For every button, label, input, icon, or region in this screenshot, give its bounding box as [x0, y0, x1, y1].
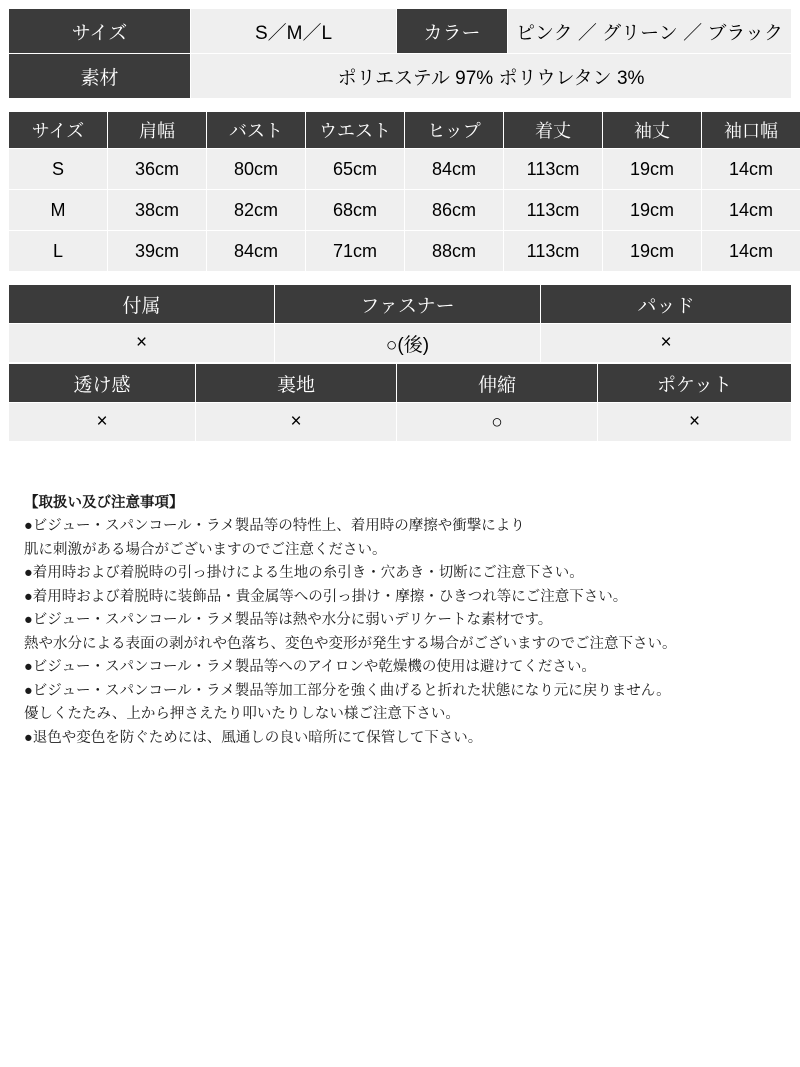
size-col-header-2: バスト	[207, 112, 306, 149]
attr-value-lining: ×	[196, 403, 397, 442]
size-cell-l-5: 113cm	[504, 231, 603, 272]
size-cell-s-4: 84cm	[405, 149, 504, 190]
size-cell-l-0: L	[9, 231, 108, 272]
size-cell-l-1: 39cm	[108, 231, 207, 272]
size-col-header-4: ヒップ	[405, 112, 504, 149]
attr-header-pocket: ポケット	[598, 364, 792, 403]
care-note-line: 優しくたたみ、上から押さえたり叩いたりしない様ご注意下さい。	[24, 706, 460, 723]
table-row	[9, 149, 800, 190]
size-cell-m-0: M	[9, 190, 108, 231]
size-cell-s-6: 19cm	[603, 149, 702, 190]
size-cell-s-2: 80cm	[207, 149, 306, 190]
attributes-table-b	[8, 363, 792, 442]
table-row	[9, 231, 800, 272]
attr-value-zipper: ○(後)	[275, 324, 541, 363]
attr-header-lining: 裏地	[196, 364, 397, 403]
care-note-line: ●ビジュー・スパンコール・ラメ製品等は熱や水分に弱いデリケートな素材です。	[24, 612, 553, 629]
size-cell-m-6: 19cm	[603, 190, 702, 231]
size-cell-s-1: 36cm	[108, 149, 207, 190]
care-note-line: ●着用時および着脱時に装飾品・貴金属等への引っ掛け・摩擦・ひきつれ等にご注意下さい。	[24, 588, 628, 605]
table-row	[9, 403, 792, 442]
spec-value-size: S／M／L	[191, 9, 397, 54]
size-cell-m-3: 68cm	[306, 190, 405, 231]
attr-header-stretch: 伸縮	[397, 364, 598, 403]
size-col-header-3: ウエスト	[306, 112, 405, 149]
table-header-row	[9, 364, 792, 403]
care-note-line: 肌に刺激がある場合がございますのでご注意ください。	[24, 541, 387, 558]
table-row	[9, 54, 792, 99]
size-col-header-0: サイズ	[9, 112, 108, 149]
spec-summary-table	[8, 8, 792, 99]
size-col-header-6: 袖丈	[603, 112, 702, 149]
care-note-line: ●ビジュー・スパンコール・ラメ製品等の特性上、着用時の摩擦や衝撃により	[24, 518, 525, 535]
spec-label-color: カラー	[397, 9, 508, 54]
size-col-header-1: 肩幅	[108, 112, 207, 149]
spec-label-size: サイズ	[9, 9, 191, 54]
attr-value-accessory: ×	[9, 324, 275, 363]
care-note-line: ●退色や変色を防ぐためには、風通しの良い暗所にて保管して下さい。	[24, 729, 483, 746]
spec-value-material: ポリエステル 97% ポリウレタン 3%	[191, 54, 792, 99]
attr-header-accessory: 付属	[9, 285, 275, 324]
care-notes-title: 【取扱い及び注意事項】	[24, 495, 184, 511]
size-cell-m-5: 113cm	[504, 190, 603, 231]
size-cell-l-4: 88cm	[405, 231, 504, 272]
size-cell-s-5: 113cm	[504, 149, 603, 190]
size-cell-m-7: 14cm	[702, 190, 800, 231]
attributes-table-a	[8, 284, 792, 363]
attr-value-pocket: ×	[598, 403, 792, 442]
care-note-line: ●ビジュー・スパンコール・ラメ製品等加工部分を強く曲げると折れた状態になり元に戻りません。	[24, 682, 671, 699]
attr-value-stretch: ○	[397, 403, 598, 442]
size-cell-l-7: 14cm	[702, 231, 800, 272]
attr-header-zipper: ファスナー	[275, 285, 541, 324]
spec-value-color: ピンク ／ グリーン ／ ブラック	[508, 9, 792, 54]
size-cell-s-3: 65cm	[306, 149, 405, 190]
table-header-row	[9, 112, 800, 149]
size-cell-s-7: 14cm	[702, 149, 800, 190]
care-note-line: ●着用時および着脱時の引っ掛けによる生地の糸引き・穴あき・切断にご注意下さい。	[24, 565, 584, 582]
size-measurements-table	[8, 111, 800, 272]
table-header-row	[9, 285, 792, 324]
spec-label-material: 素材	[9, 54, 191, 99]
care-note-line: ●ビジュー・スパンコール・ラメ製品等へのアイロンや乾燥機の使用は避けてください。	[24, 659, 596, 676]
size-cell-m-2: 82cm	[207, 190, 306, 231]
care-note-line: 熱や水分による表面の剥がれや色落ち、変色や変形が発生する場合がございますのでご注意下さい。	[24, 635, 677, 652]
size-cell-l-3: 71cm	[306, 231, 405, 272]
attr-header-sheerness: 透け感	[9, 364, 196, 403]
table-row	[9, 9, 792, 54]
size-col-header-5: 着丈	[504, 112, 603, 149]
size-cell-s-0: S	[9, 149, 108, 190]
attr-value-sheerness: ×	[9, 403, 196, 442]
table-row	[9, 324, 792, 363]
attr-header-pad: パッド	[541, 285, 792, 324]
table-row	[9, 190, 800, 231]
size-cell-m-4: 86cm	[405, 190, 504, 231]
size-col-header-7: 袖口幅	[702, 112, 800, 149]
size-cell-l-6: 19cm	[603, 231, 702, 272]
size-cell-l-2: 84cm	[207, 231, 306, 272]
size-cell-m-1: 38cm	[108, 190, 207, 231]
attr-value-pad: ×	[541, 324, 792, 363]
care-notes	[8, 492, 792, 750]
